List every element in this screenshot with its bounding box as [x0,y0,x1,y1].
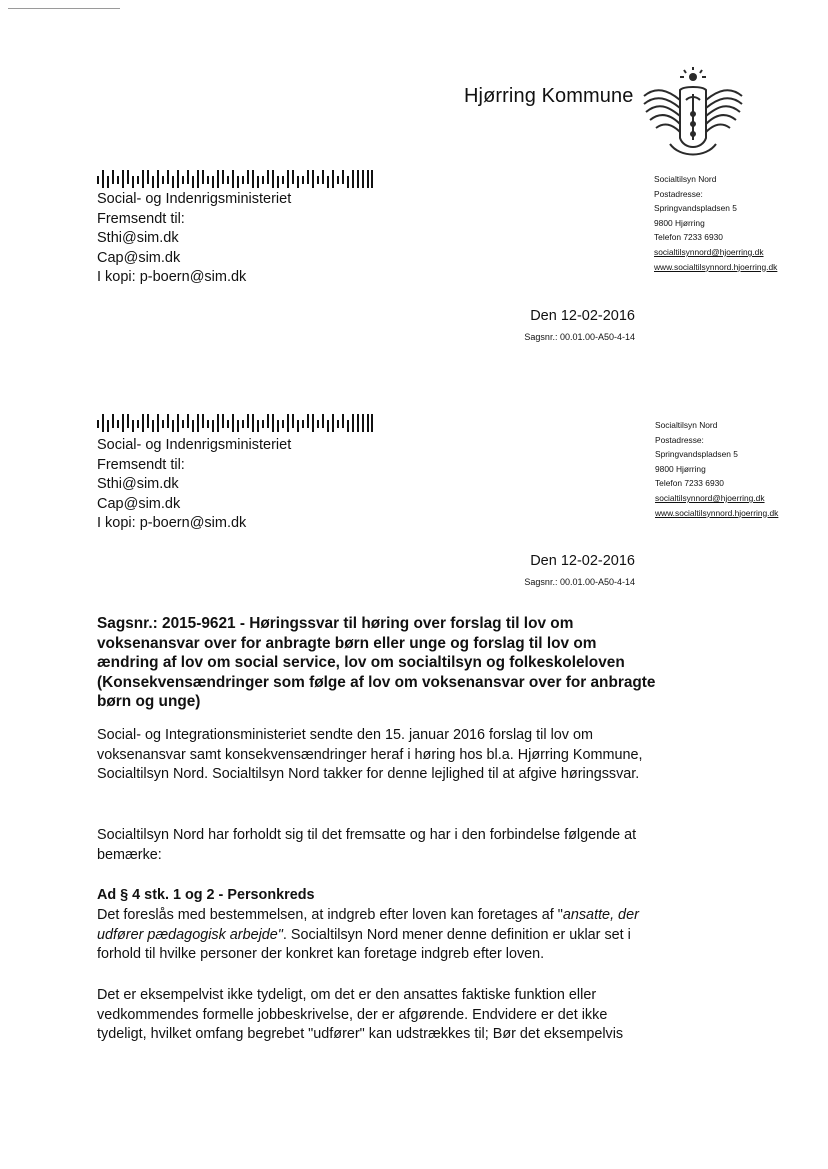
sender-email-link[interactable]: socialtilsynnord@hjoerring.dk [655,492,765,503]
para3-intro: Det foreslås med bestemmelsen, at indgreb efter loven kan foretages af " [97,907,563,923]
sender-phone: Telefon 7233 6930 [654,232,723,243]
recipient-address [97,436,291,534]
letter-date: Den 12-02-2016 [530,308,635,324]
body-paragraph-1: Social- og Integrationsministeriet sendte den 15. januar 2016 forslag til lov om voksenansvar samt konsekvensændringer heraf i høring hos bl.a. Hjørring Kommune, Socialtilsyn Nord. Socialtilsyn Nord takker for denne lejlighed til at afgive høringssvar. [97,727,643,783]
recipient-email-1: Sthi@sim.dk [97,476,179,492]
body-paragraph-3 [97,906,657,965]
sender-name: Socialtilsyn Nord [655,420,718,430]
recipient-email-2: Cap@sim.dk [97,249,181,266]
body-paragraph-4: Det er eksempelvist ikke tydeligt, om det er den ansattes faktiske funktion eller vedkommendes formelle jobbeskrivelse, der er afgørende. Endvidere er det ikke tydeligt, hvilket omfang begrebet "udfører" kan udstrækkes til; Bør det eksempelvis [97,987,624,1043]
sender-street: Springvandspladsen 5 [654,203,737,214]
case-number: Sagsnr.: 00.01.00-A50-4-14 [524,577,635,587]
sender-city: 9800 Hjørring [655,463,706,474]
sender-web-link[interactable]: www.socialtilsynnord.hjoerring.dk [655,507,779,518]
sender-phone: Telefon 7233 6930 [655,478,724,489]
recipient-name: Social- og Indenrigsministeriet [97,437,292,453]
sender-email-link[interactable]: socialtilsynnord@hjoerring.dk [654,246,764,257]
postal-label: Postadresse: [655,434,704,445]
sender-web-link[interactable]: www.socialtilsynnord.hjoerring.dk [654,261,778,272]
postal-label: Postadresse: [654,188,703,199]
top-rule [8,8,120,9]
sender-address [654,172,777,274]
recipient-name: Social- og Indenrigsministeriet [97,191,292,207]
sender-street: Springvandspladsen 5 [655,449,738,460]
sender-name: Socialtilsyn Nord [654,174,717,184]
recipient-address [97,190,291,288]
letter-date: Den 12-02-2016 [530,553,635,569]
hjorring-coat-of-arms-icon [640,66,746,162]
body-paragraph-2: Socialtilsyn Nord har forholdt sig til det fremsatte og har i den forbindelse følgende at bemærke: [97,827,637,863]
sender-city: 9800 Hjørring [654,217,705,228]
section-heading: Ad § 4 stk. 1 og 2 - Personkreds [97,887,315,903]
sender-address [655,418,778,520]
copy-recipient: I kopi: p-boern@sim.dk [97,269,247,285]
recipient-email-2: Cap@sim.dk [97,495,181,512]
municipality-name: Hjørring Kommune [464,85,634,107]
copy-recipient: I kopi: p-boern@sim.dk [97,515,247,531]
para3-quote: ansatte, der udfører pædagogisk arbejde" [97,907,639,943]
postal-barcode [97,170,373,188]
letter-subject: Sagsnr.: 2015-9621 - Høringssvar til høring over forslag til lov om voksenansvar over for anbragte børn eller unge og forslag til lov om ændring af lov om social service, lov om socialtilsyn og folkeskoleloven (Konsekvensændringer som følge af lov om voksenansvar over for anbragte børn og unge) [97,615,656,711]
para3-rest: . Socialtilsyn Nord mener denne definition er uklar set i forhold til hvilke personer der konkret kan foretage indgreb efter loven. [97,926,631,963]
recipient-email-1: Sthi@sim.dk [97,230,179,246]
forwarded-label: Fremsendt til: [97,456,185,473]
case-number: Sagsnr.: 00.01.00-A50-4-14 [524,332,635,342]
forwarded-label: Fremsendt til: [97,210,185,227]
postal-barcode [97,414,373,432]
